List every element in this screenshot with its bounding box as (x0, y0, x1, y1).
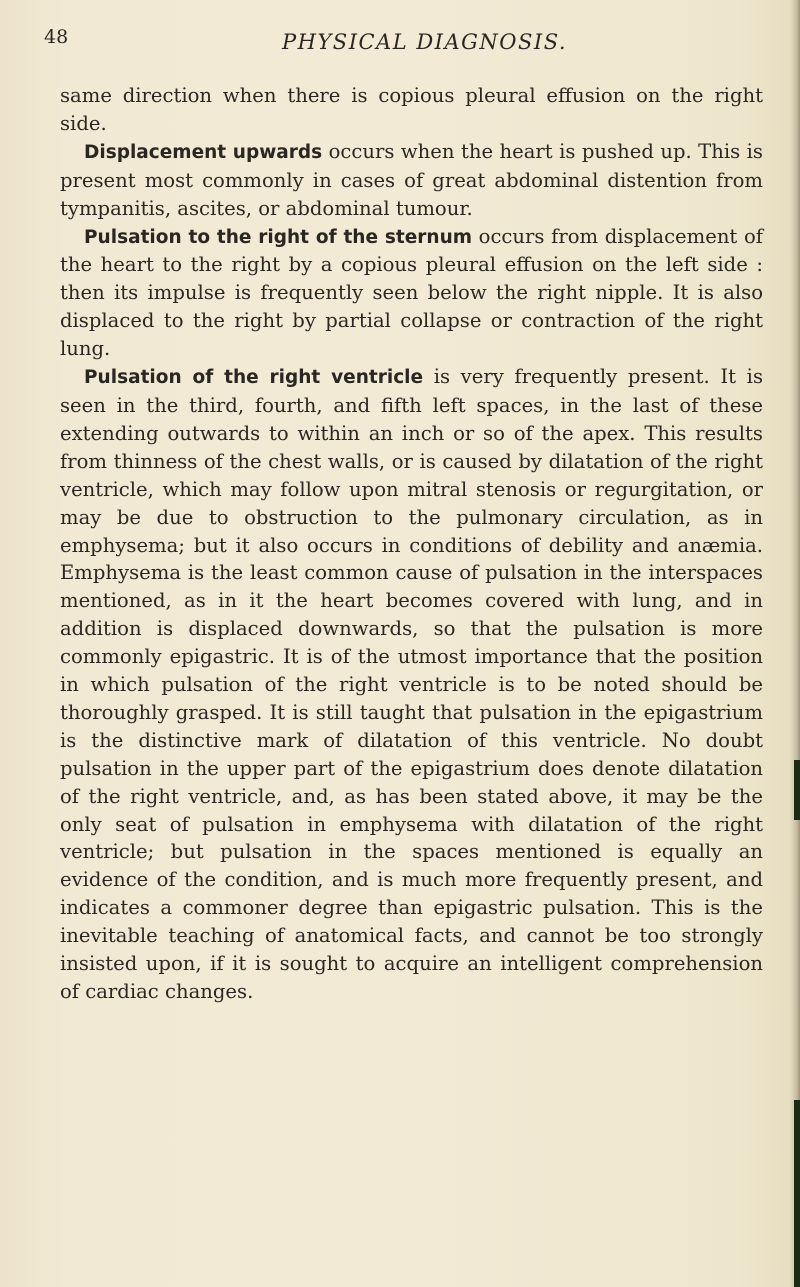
running-head: PHYSICAL DIAGNOSIS. (282, 30, 568, 54)
page-edge-shadow (790, 0, 800, 1287)
paragraph-pulsation-right-ventricle (60, 363, 763, 1006)
page-edge-mark (794, 760, 800, 820)
run-in-heading: Displacement upwards (84, 141, 323, 163)
page-edge-mark (794, 1100, 800, 1287)
page-number: 48 (44, 26, 69, 48)
paragraph-text: occurs when the heart is pushed up. This is present most commonly in cases of great abdominal distention from tympanitis, ascites, or abdominal tumour. (60, 139, 763, 220)
paragraph-text: same direction when there is copious pleural effusion on the right side. (60, 84, 763, 135)
paragraph-continuation (60, 82, 763, 138)
run-in-heading: Pulsation of the right ventricle (84, 367, 424, 389)
run-in-heading: Pulsation to the right of the sternum (84, 226, 473, 248)
paragraph-displacement-upwards (60, 138, 763, 223)
paragraph-text: is very frequently present. It is seen in the third, fourth, and fifth left spaces, in the last of these extending outwards to within an inch or so of the apex. This results from thinness of the chest walls, or is caused by dilatation of the right ventricle, which may follow upon mitral stenosis or regurgitation, or may be due to obstruction to the pulmonary circulation, as in emphysema; but it also occurs in conditions of debility and anæmia. Emphysema is the least common cause of pulsation in the interspaces mentioned, as in it the heart becomes covered with lung, and in addition is displaced downwards, so that the pulsation is more commonly epigastric. It is of the utmost importance that the position in which pulsation of the right ventricle is to be noted should be thoroughly grasped. It is still taught that pulsation in the epigastrium is the distinctive mark of dilatation of this ventricle. No doubt pulsation in the upper part of the epigastrium does denote dilatation of the right ventricle, and, as has been stated above, it may be the only seat of pulsation in emphysema with dilatation of the right ventricle; but pulsation in the spaces mentioned is equally an evidence of the condition, and is much more frequently present, and indicates a commoner degree than epigastric pulsation. This is the inevitable teaching of anatomical facts, and cannot be too strongly insisted upon, if it is sought to acquire an intelligent comprehension of cardiac changes. (60, 365, 763, 1003)
body-text (60, 82, 763, 1006)
paragraph-pulsation-right-sternum (60, 223, 763, 364)
paragraph-text: occurs from displacement of the heart to the right by a copious pleural effusion on the left side : then its impulse is frequently seen below the right nipple. It is also displaced to the right by partial collapse or contraction of the right lung. (60, 224, 763, 361)
